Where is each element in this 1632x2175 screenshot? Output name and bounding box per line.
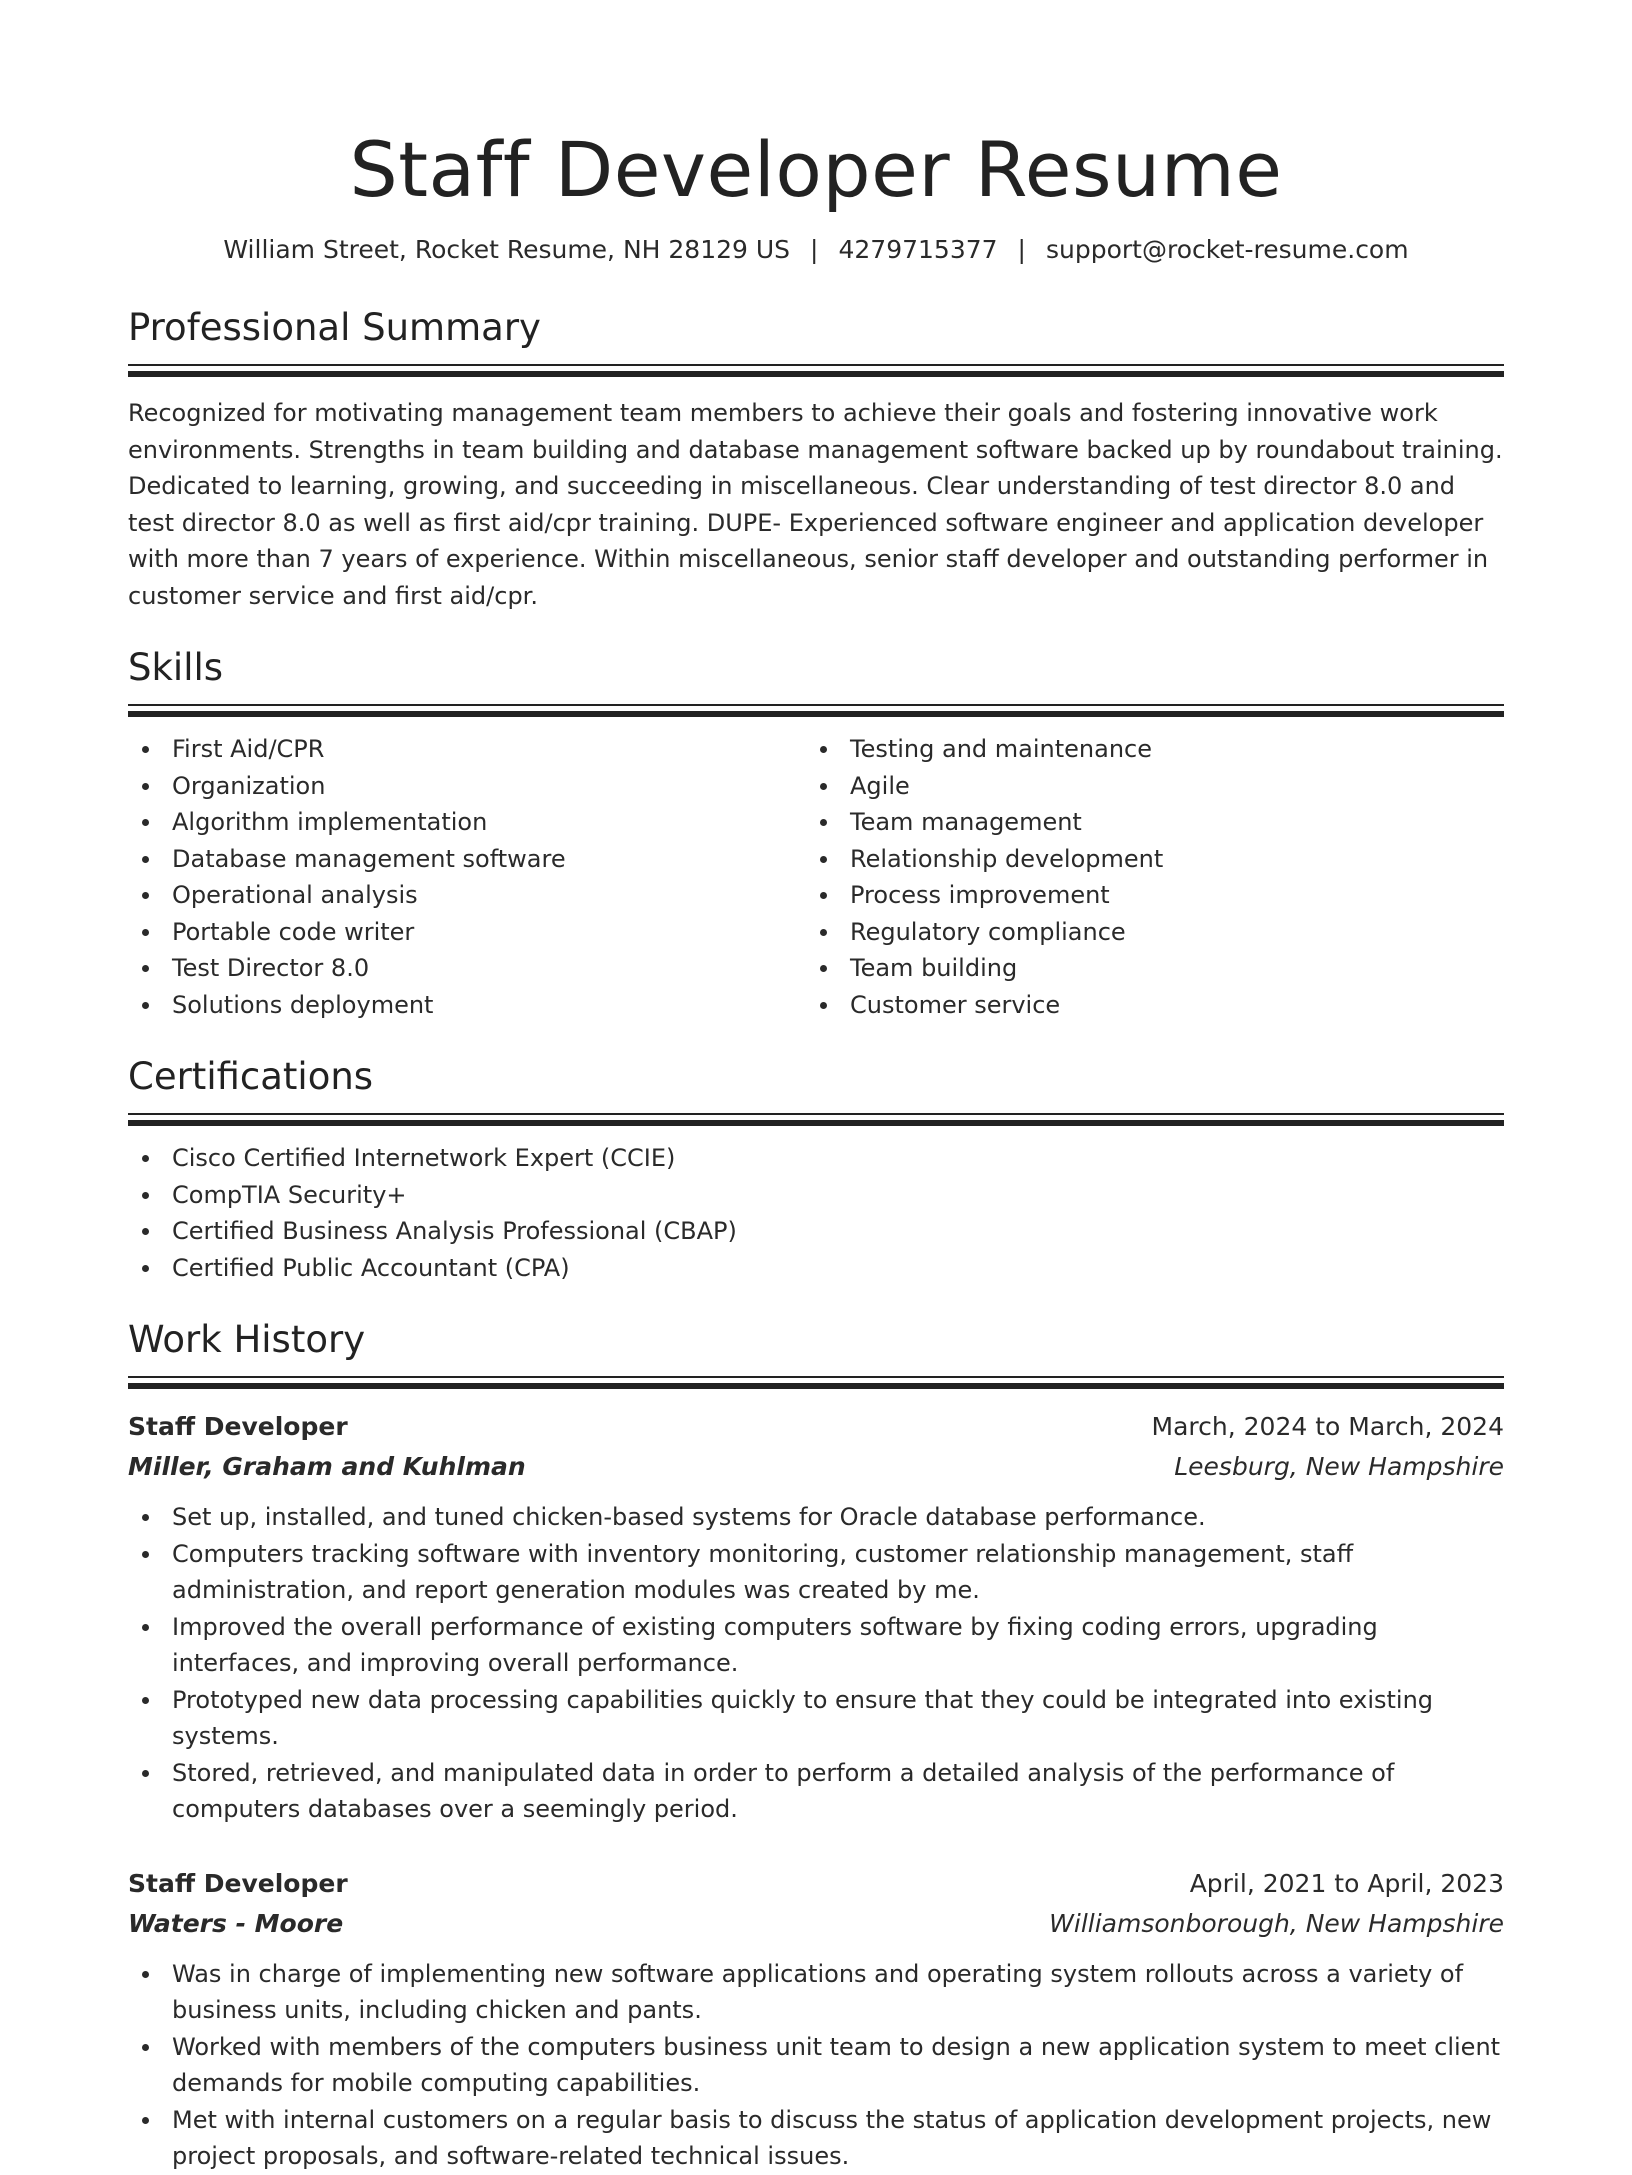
skill-item: Organization <box>128 768 806 805</box>
resume-title: Staff Developer Resume <box>349 125 1283 214</box>
section-divider <box>128 364 1504 377</box>
job-location: Williamsonborough, New Hampshire <box>1049 1908 1504 1938</box>
skill-item: Portable code writer <box>128 914 806 951</box>
skills-list-right <box>806 731 1484 1023</box>
skill-item: Agile <box>806 768 1484 805</box>
job-company: Waters - Moore <box>128 1908 344 1938</box>
job-duty-item: Was in charge of implementing new software applications and operating system rollouts across a variety of business units, including chicken and pants. <box>128 1956 1504 2029</box>
job-location: Leesburg, New Hampshire <box>1174 1452 1504 1481</box>
skill-item: Database management software <box>128 841 806 878</box>
contact-phone: 4279715377 <box>838 235 998 264</box>
job-duty-item: Stored, retrieved, and manipulated data in order to perform a detailed analysis of the performance of computers databases over a seemingly period. <box>128 1755 1504 1828</box>
job-duty-item: Computers tracking software with inventory monitoring, customer relationship management, staff administration, and report generation modules was created by me. <box>128 1536 1504 1609</box>
job-header-row <box>128 1864 1504 1904</box>
skill-item: Test Director 8.0 <box>128 950 806 987</box>
job-title: Staff Developer <box>128 1412 348 1441</box>
section-divider <box>128 704 1504 717</box>
job-entry <box>128 1864 1504 2175</box>
job-duty-item: Set up, installed, and tuned chicken-based systems for Oracle database performance. <box>128 1499 1504 1536</box>
job-entry <box>128 1407 1504 1828</box>
contact-line <box>128 234 1504 266</box>
certifications-section <box>128 1053 1504 1286</box>
job-dates: March, 2024 to March, 2024 <box>1151 1412 1504 1441</box>
job-header-row <box>128 1407 1504 1447</box>
job-duty-item: Prototyped new data processing capabilities quickly to ensure that they could be integrated into existing systems. <box>128 1682 1504 1755</box>
skill-item: First Aid/CPR <box>128 731 806 768</box>
certification-item: Certified Business Analysis Professional (CBAP) <box>128 1213 1504 1250</box>
skill-item: Team management <box>806 804 1484 841</box>
skills-heading: Skills <box>128 646 224 689</box>
skill-item: Process improvement <box>806 877 1484 914</box>
certifications-heading: Certifications <box>128 1055 374 1098</box>
job-duty-item: Worked with members of the computers business unit team to design a new application system to meet client demands for mobile computing capabilities. <box>128 2029 1504 2102</box>
summary-heading: Professional Summary <box>128 306 541 349</box>
job-duties-list <box>128 1499 1504 1828</box>
contact-email: support@rocket-resume.com <box>1045 235 1409 264</box>
contact-separator: | <box>810 235 819 264</box>
job-company-row <box>128 1904 1504 1944</box>
skill-item: Operational analysis <box>128 877 806 914</box>
summary-text: Recognized for motivating management team members to achieve their goals and fostering innovative work environments. Strengths in team building and database management software backed up by roundabout training. Dedicated to learning, growing, and succeeding in miscellaneous. Clear understanding of test director 8.0 and test director 8.0 as well as first aid/cpr training. DUPE- Experienced software engineer and application developer with more than 7 years of experience. Within miscellaneous, senior staff developer and outstanding performer in customer service and first aid/cpr. <box>128 399 1503 610</box>
certification-item: CompTIA Security+ <box>128 1177 1504 1214</box>
job-company: Miller, Graham and Kuhlman <box>128 1452 526 1481</box>
skill-item: Solutions deployment <box>128 987 806 1024</box>
skills-grid <box>128 731 1504 1023</box>
skill-item: Relationship development <box>806 841 1484 878</box>
job-company-row <box>128 1447 1504 1487</box>
job-duty-item: Improved the overall performance of existing computers software by fixing coding errors, upgrading interfaces, and improving overall performance. <box>128 1609 1504 1682</box>
skill-item: Customer service <box>806 987 1484 1024</box>
skill-item: Testing and maintenance <box>806 731 1484 768</box>
job-dates: April, 2021 to April, 2023 <box>1189 1868 1504 1898</box>
job-duties-list <box>128 1956 1504 2175</box>
resume-page <box>128 0 1504 2175</box>
skill-item: Team building <box>806 950 1484 987</box>
section-divider <box>128 1113 1504 1126</box>
skill-item: Algorithm implementation <box>128 804 806 841</box>
job-title: Staff Developer <box>128 1868 348 1898</box>
summary-section <box>128 304 1504 614</box>
contact-address: William Street, Rocket Resume, NH 28129 US <box>223 235 791 264</box>
contact-separator: | <box>1017 235 1026 264</box>
work-history-section <box>128 1316 1504 2175</box>
job-duty-item: Met with internal customers on a regular basis to discuss the status of application development projects, new project proposals, and software-related technical issues. <box>128 2102 1504 2175</box>
certification-item: Cisco Certified Internetwork Expert (CCIE) <box>128 1140 1504 1177</box>
skills-section <box>128 644 1504 1023</box>
section-divider <box>128 1376 1504 1389</box>
work-history-heading: Work History <box>128 1318 366 1361</box>
skills-list-left <box>128 731 806 1023</box>
certification-item: Certified Public Accountant (CPA) <box>128 1250 1504 1287</box>
skill-item: Regulatory compliance <box>806 914 1484 951</box>
certifications-list <box>128 1140 1504 1286</box>
